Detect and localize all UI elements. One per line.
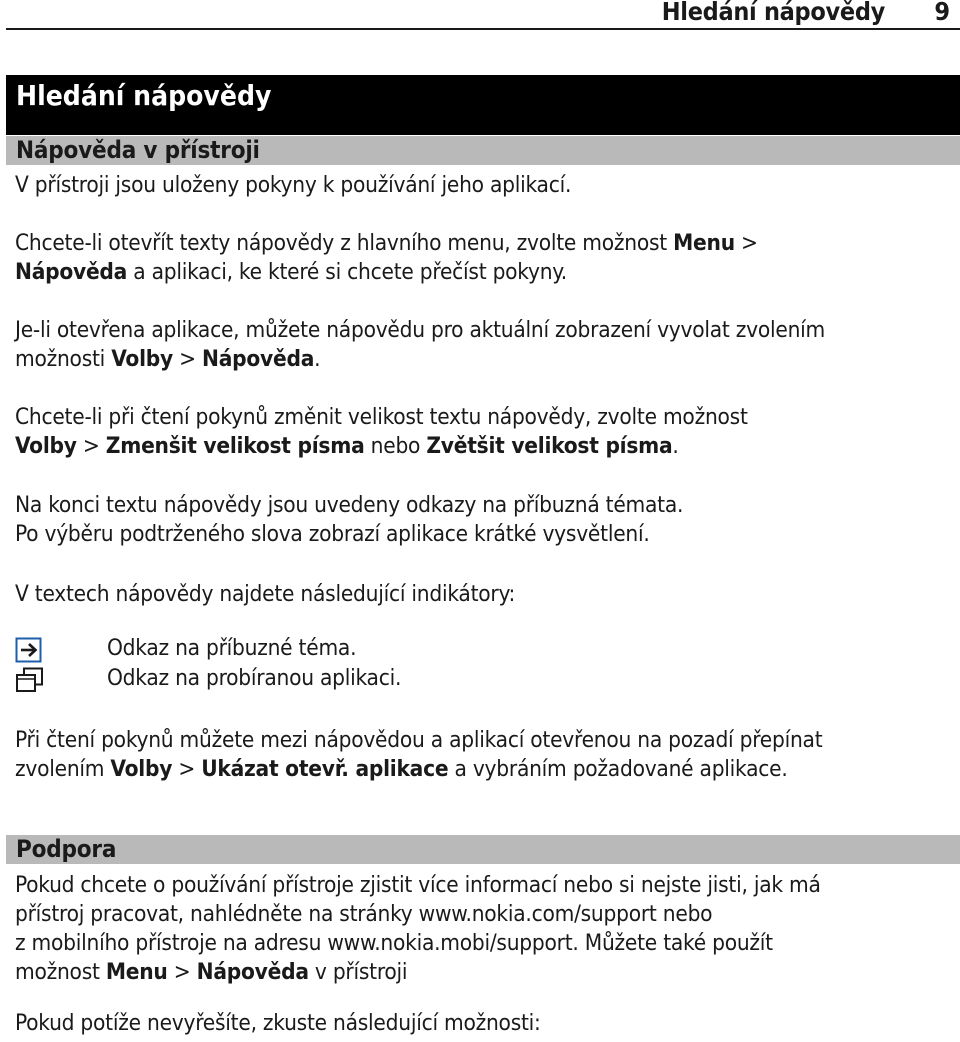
help-term: Nápověda [15,259,128,285]
text: Chcete-li při čtení pokynů změnit velikost textu nápovědy, zvolte možnost [15,404,748,430]
text: z mobilního přístroje na adresu www.nokia.mobi/support. Můžete také použít [15,930,773,956]
help-term: Nápověda [202,346,315,372]
text: Pokud chcete o používání přístroje zjistit více informací nebo si nejste jisti, jak má [15,872,821,898]
paragraph-support-info [15,871,954,987]
text: Při čtení pokynů můžete mezi nápovědou a aplikací otevřenou na pozadí přepínat [15,727,823,753]
discussed-app-link-icon [15,667,45,693]
section-title-device-help: Nápověda v přístroji [6,136,960,165]
page-number: 9 [934,0,950,26]
indicator-label: Odkaz na probíranou aplikaci. [107,665,402,691]
related-topic-link-icon [15,637,45,663]
header-rule [6,28,960,30]
paragraph-related-links [15,491,954,549]
section-title-support: Podpora [6,835,960,864]
decrease-font-term: Zmenšit velikost písma [105,433,365,459]
indicator-label: Odkaz na příbuzné téma. [107,635,357,661]
text: možnost [15,959,106,985]
options-term: Volby [111,346,173,372]
paragraph-font-size [15,403,954,461]
paragraph-intro: V přístroji jsou uloženy pokyny k používání jeho aplikací. [15,172,572,198]
options-term: Volby [15,433,77,459]
text: a aplikaci, ke které si chcete přečíst pokyny. [127,259,567,285]
text: > [167,959,197,985]
help-term: Nápověda [196,959,309,985]
text: . [672,433,679,459]
text: > [172,756,202,782]
paragraph-troubleshoot: Pokud potíže nevyřešíte, zkuste následující možnosti: [15,1010,541,1036]
text: a vybráním požadované aplikace. [448,756,788,782]
text: Je-li otevřena aplikace, můžete nápovědu pro aktuální zobrazení vyvolat zvolením [15,317,826,343]
paragraph-indicators-intro: V textech nápovědy najdete následující indikátory: [15,581,516,607]
text: > [76,433,106,459]
text: nebo [364,433,427,459]
paragraph-open-help [15,229,954,287]
running-header [0,0,960,28]
text: zvolením [15,756,111,782]
text: . [314,346,321,372]
text: Na konci textu nápovědy jsou uvedeny odkazy na příbuzná témata. [15,492,684,518]
chapter-title: Hledání nápovědy [6,75,960,135]
running-header-title: Hledání nápovědy [661,0,885,26]
show-open-apps-term: Ukázat otevř. aplikace [201,756,449,782]
text: > [172,346,203,372]
text: > [734,230,758,256]
increase-font-term: Zvětšit velikost písma [426,433,673,459]
text: v přístroji [308,959,408,985]
menu-term: Menu [673,230,735,256]
paragraph-switch-apps [15,726,954,784]
options-term: Volby [110,756,173,782]
text: Chcete-li otevřít texty nápovědy z hlavního menu, zvolte možnost [15,230,674,256]
paragraph-context-help [15,316,954,374]
text: přístroj pracovat, nahlédněte na stránky www.nokia.com/support nebo [15,901,713,927]
menu-term: Menu [105,959,168,985]
text: možnosti [15,346,112,372]
text: Po výběru podtrženého slova zobrazí aplikace krátké vysvětlení. [15,521,650,547]
